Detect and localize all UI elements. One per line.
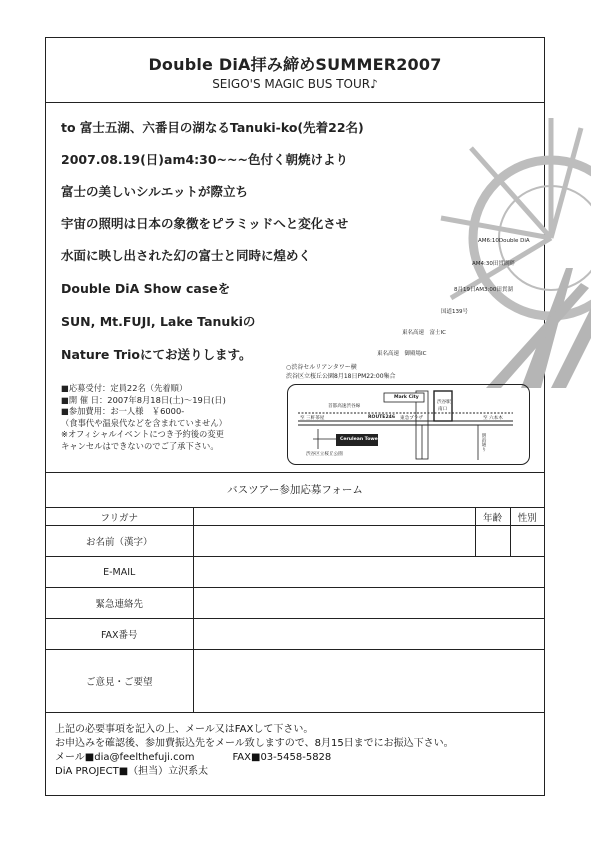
- email-label: E-MAIL: [46, 557, 193, 588]
- emergency-row: [46, 588, 544, 619]
- detail-notice-2: キャンセルはできないのでご了承下さい。: [61, 440, 219, 451]
- lead-line-6: Double DiA Show caseを: [61, 281, 231, 296]
- access-map: [287, 384, 530, 465]
- footer-line-2: お申込みを確認後、参加費振込先をメール致しますので、8月15日までにお振込下さい。: [55, 738, 454, 749]
- timeline-stop-4: 国道139号: [441, 309, 468, 315]
- comments-field[interactable]: [193, 650, 544, 713]
- fax-label: FAX番号: [46, 619, 193, 650]
- event-subtitle: SEIGO'S MAGIC BUS TOUR♪: [212, 77, 378, 91]
- timeline-stop-2: AM4:30田貫湖畔: [472, 261, 515, 267]
- footer-line-1: 上記の必要事項を記入の上、メール又はFAXして下さい。: [55, 724, 314, 735]
- gender-label: 性別: [510, 508, 544, 526]
- map-plaza: 東急プラザ: [400, 416, 423, 421]
- event-details: [61, 383, 227, 453]
- map-station: 渋谷駅: [437, 400, 451, 405]
- detail-capacity: ■応募受付：定員22名（先着順）: [61, 383, 188, 393]
- map-station-exit: 南口: [438, 407, 448, 412]
- event-title: Double DiA拝み締めSUMMER2007: [148, 55, 442, 74]
- emergency-label: 緊急連絡先: [46, 588, 193, 619]
- timeline-stop-3: 8月19日AM3:00田貫湖: [454, 287, 513, 293]
- gender-field[interactable]: [510, 526, 544, 557]
- map-park: 渋谷区立桜丘公園: [306, 452, 343, 457]
- map-meiji-dori: 明治通り: [481, 433, 486, 452]
- meeting-line-1: 渋谷セルリアンタワー横: [291, 364, 357, 371]
- lead-line-2: 2007.08.19(日)am4:30~~~色付く朝焼けより: [61, 152, 348, 167]
- sun-graphic: [401, 108, 591, 388]
- form-heading: バスツアー参加応募フォーム: [227, 484, 363, 496]
- comments-label: ご意見・ご要望: [46, 650, 193, 713]
- age-field[interactable]: [475, 526, 510, 557]
- lead-line-4: 宇宙の照明は日本の象徴をピラミッドへと変化させ: [61, 216, 349, 231]
- footer-line-4: DiA PROJECT■（担当）立沢系太: [55, 766, 209, 777]
- map-sangenjaya: 至 三軒茶屋: [300, 416, 325, 421]
- name-field[interactable]: [193, 526, 475, 557]
- map-highway-label: 首都高速渋谷線: [328, 404, 361, 409]
- detail-fee: ■参加費用：お一人様 ￥6000-: [61, 406, 185, 417]
- map-mark-city: Mark City: [394, 395, 419, 400]
- timeline-stop-6: 東名高速 御殿場IC: [377, 351, 427, 357]
- footer-contact: [55, 751, 454, 765]
- email-field[interactable]: [193, 557, 544, 588]
- lead-line-5: 水面に映し出された幻の富士と同時に煌めく: [61, 248, 312, 263]
- detail-notice: ※オフィシャルイベントにつき予約後の変更: [61, 429, 224, 440]
- form-header-row: [46, 508, 544, 526]
- furigana-label: フリガナ: [46, 508, 193, 526]
- header-divider: [46, 102, 544, 103]
- contact-email: メール■dia@feelthefuji.com: [55, 752, 195, 763]
- fax-field[interactable]: [193, 619, 544, 650]
- emergency-field[interactable]: [193, 588, 544, 619]
- application-form: [46, 507, 544, 713]
- email-row: [46, 557, 544, 588]
- form-divider: [46, 472, 544, 473]
- lead-line-7: SUN, Mt.FUJI, Lake Tanukiの: [61, 314, 256, 329]
- timeline-stop-5: 東名高速 富士IC: [402, 330, 446, 336]
- fax-row: [46, 619, 544, 650]
- detail-date: ■開 催 日：2007年8月18日(土)〜19日(日): [61, 394, 226, 405]
- footer-instructions: [55, 723, 454, 779]
- name-row: [46, 526, 544, 557]
- furigana-field[interactable]: [193, 508, 475, 526]
- detail-fee-note: （食事代や温泉代などを含まれていません）: [61, 417, 227, 428]
- flyer-frame: [45, 37, 545, 796]
- meeting-place: ○渋谷セルリアンタワー横: [286, 364, 357, 371]
- meeting-time: 渋谷区立桜丘公園8月18日PM22:00集合: [286, 373, 396, 380]
- map-cerulean-tower: Cerulean Tower: [340, 437, 380, 442]
- map-roppongi: 至 六本木: [483, 416, 503, 421]
- contact-fax: FAX■03-5458-5828: [232, 752, 332, 763]
- lead-line-3: 富士の美しいシルエットが際立ち: [61, 184, 248, 199]
- lead-line-8: Nature Trioにてお送りします。: [61, 347, 252, 362]
- map-route: ROUTE246: [368, 415, 396, 420]
- name-label: お名前（漢字）: [46, 526, 193, 557]
- comments-row: [46, 650, 544, 713]
- lead-line-1: to 富士五湖、六番目の湖なるTanuki-ko(先着22名): [61, 120, 364, 135]
- age-label: 年齢: [475, 508, 510, 526]
- timeline-stop-1: AM6:10Double DiA: [478, 238, 530, 244]
